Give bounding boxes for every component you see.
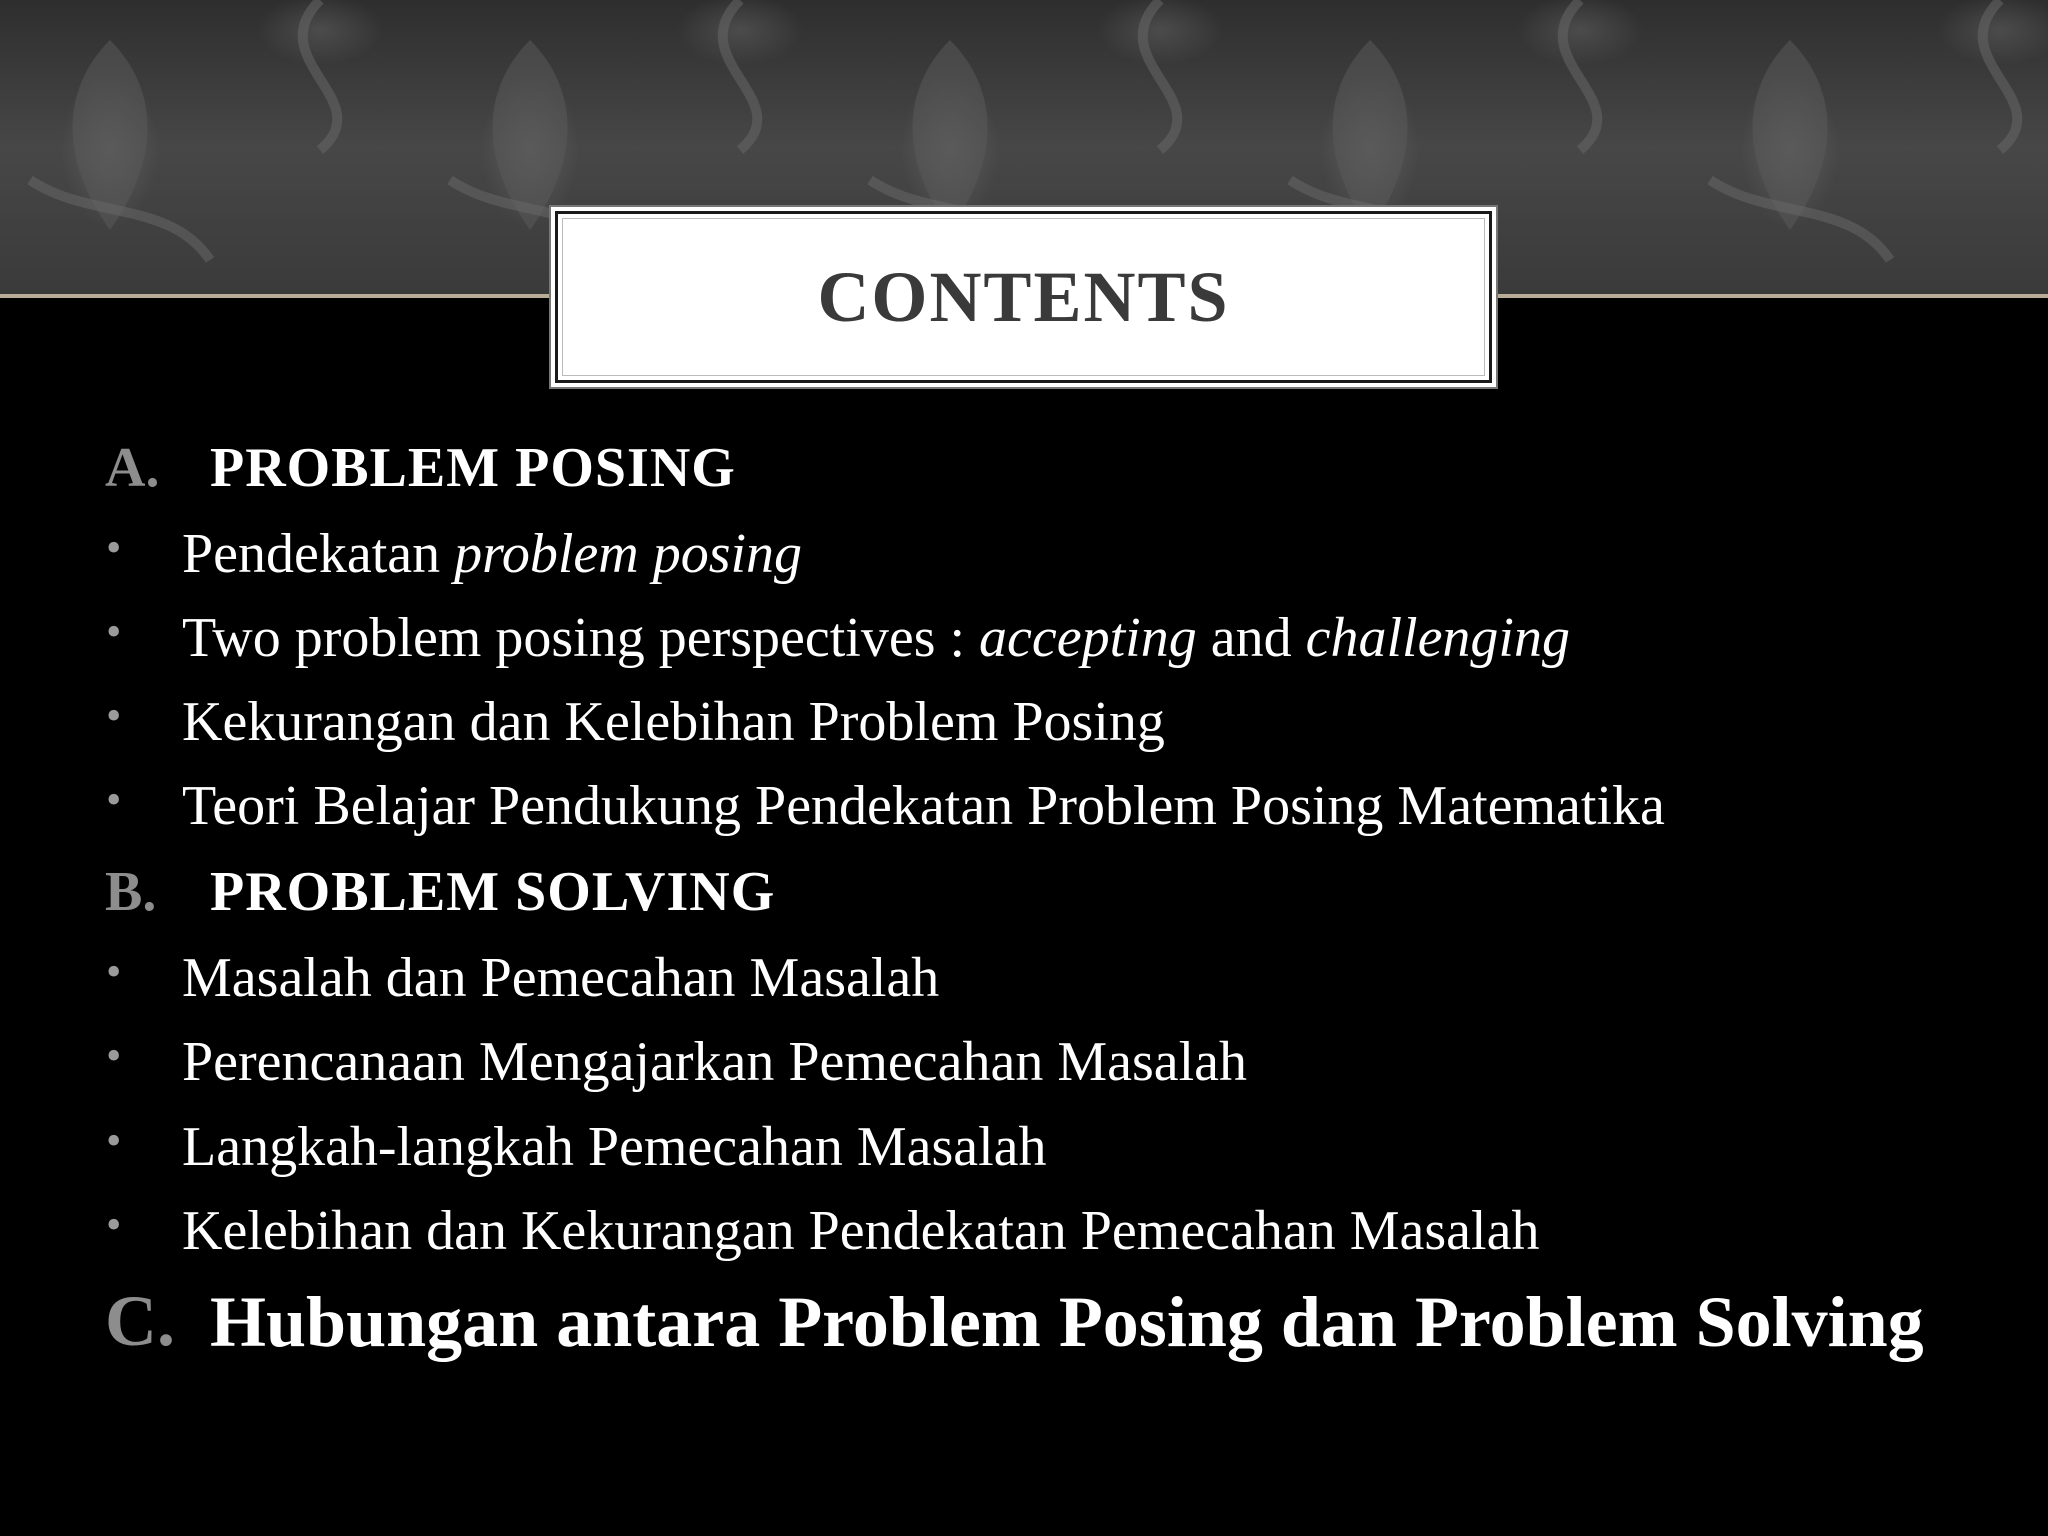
list-item-text: Langkah-langkah Pemecahan Masalah bbox=[182, 1116, 1047, 1178]
section-marker: C. bbox=[105, 1281, 175, 1361]
bullet-icon: • bbox=[106, 1116, 122, 1165]
section-label: Hubungan antara Problem Posing dan Problem Solving bbox=[210, 1282, 1924, 1362]
bullet-icon: • bbox=[106, 1200, 122, 1249]
title-box bbox=[555, 211, 1492, 383]
list-item-text: Teori Belajar Pendukung Pendekatan Problem Posing Matematika bbox=[182, 775, 1665, 837]
bullet-icon: • bbox=[106, 691, 122, 740]
list-item-text: Kekurangan dan Kelebihan Problem Posing bbox=[182, 691, 1165, 753]
bullet-icon: • bbox=[106, 607, 122, 656]
bullet-icon: • bbox=[106, 1031, 122, 1080]
list-item-text: Pendekatan problem posing bbox=[182, 523, 803, 585]
section-marker: A. bbox=[105, 437, 160, 499]
list-item-text: Two problem posing perspectives : accepting and challenging bbox=[182, 607, 1570, 669]
bullet-icon: • bbox=[106, 947, 122, 996]
section-label: PROBLEM POSING bbox=[210, 437, 736, 499]
list-item-text: Kelebihan dan Kekurangan Pendekatan Pemecahan Masalah bbox=[182, 1200, 1540, 1262]
slide-title: CONTENTS bbox=[817, 257, 1230, 337]
bullet-icon: • bbox=[106, 775, 122, 824]
list-item-text: Perencanaan Mengajarkan Pemecahan Masalah bbox=[182, 1031, 1248, 1093]
bullet-icon: • bbox=[106, 523, 122, 572]
list-item-text: Masalah dan Pemecahan Masalah bbox=[182, 947, 940, 1009]
section-label: PROBLEM SOLVING bbox=[210, 861, 776, 923]
section-marker: B. bbox=[105, 861, 157, 923]
